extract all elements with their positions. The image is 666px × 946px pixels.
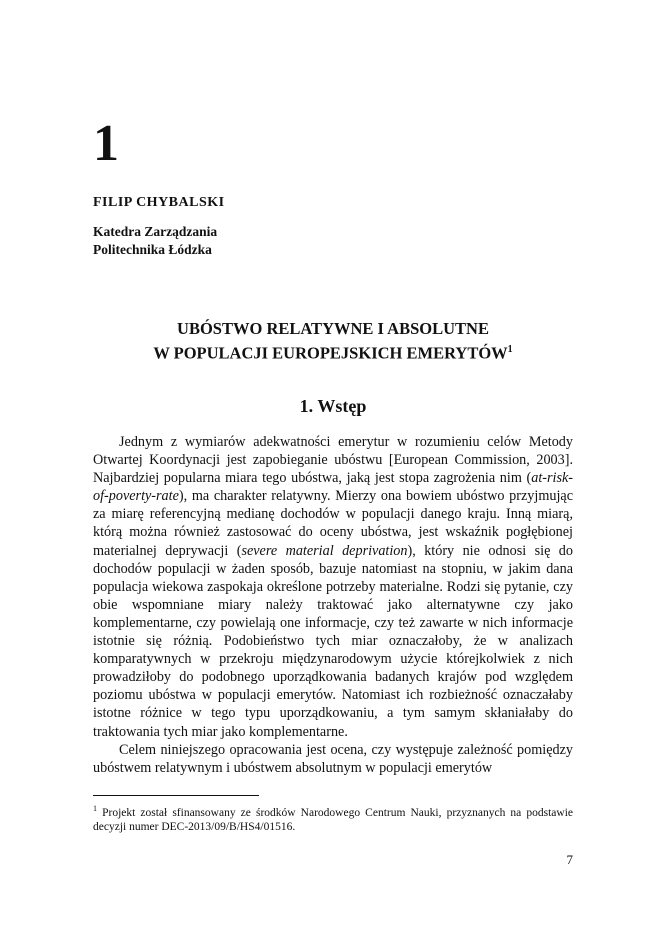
footnote-text: Projekt został sfinansowany ze środków Narodowego Centrum Nauki, przyznanych na podstawie decyzji numer DEC-2013/09/B/HS4/01516. [93,806,573,834]
chapter-number: 1 [93,115,119,172]
section-heading: 1. Wstęp [299,396,367,416]
paragraph-1-part-b: ), ma charakter relatywny. Mierzy ona bowiem ubóstwo przyjmując za miarę referencyjną medianę dochodów w populacji danego kraju. Inną miarą, którą można również zastosować do oceny ubóstwa, jest wskaźnik pogłębionej materialnej deprywacji ( [93,488,573,559]
paragraph-1-part-c: ), który nie odnosi się do dochodów populacji w żaden sposób, bazuje natomiast na stopniu, w jakim dana populacja wiekowa zaspokaja określone potrzeby materialne. Rodzi się pytanie, czy obie wspomniane miary należy traktować jako alternatywne czy jako komplementarne, czy powielają one informacje, czy też zawarte w nich informacje istotnie się różnią. Podobieństwo tych miar oznaczałoby, że w analizach komparatywnych w przekroju międzynarodowym użycie którejkolwiek z nich prowadziłoby do podobnego uporządkowania badanych krajów pod względem poziomu ubóstwa w populacji emerytów. Natomiast ich rozbieżność oznaczałaby istotne różnice w tego typu uporządkowaniu, a tym samym skłaniałaby do traktowania tych miar jako komplementarne. [93,542,573,740]
paper-title [93,318,573,364]
footnote-divider [93,795,259,796]
title-line-1: UBÓSTWO RELATYWNE I ABSOLUTNE [177,319,489,338]
footnote-marker: 1 [93,804,97,813]
author-affiliation [93,223,217,259]
title-footnote-marker: 1 [507,344,513,355]
body-text [93,433,573,777]
affiliation-university: Politechnika Łódzka [93,242,212,257]
page-number: 7 [566,852,573,867]
title-line-2 [93,339,573,364]
affiliation-department: Katedra Zarządzania [93,224,218,239]
paragraph-1 [93,433,573,741]
title-line-2-text: W POPULACJI EUROPEJSKICH EMERYTÓW [153,343,508,363]
footnote [93,802,573,835]
paragraph-2: Celem niniejszego opracowania jest ocena, czy występuje zależność pomiędzy ubóstwem relatywnym i ubóstwem absolutnym w populacji emerytów [93,741,573,776]
author-name: FILIP CHYBALSKI [93,195,225,210]
paragraph-1-term-1: at-risk-of-poverty-rate [93,470,573,505]
paragraph-1-part-a: Jednym z wymiarów adekwatności emerytur w rozumieniu celów Metody Otwartej Koordynacji jest zapobieganie ubóstwu [European Commission, 2003]. Najbardziej popularna miara tego ubóstwa, jaką jest stopa zagrożenia nim ( [93,434,573,487]
paragraph-1-term-2: severe material deprivation [241,542,408,559]
